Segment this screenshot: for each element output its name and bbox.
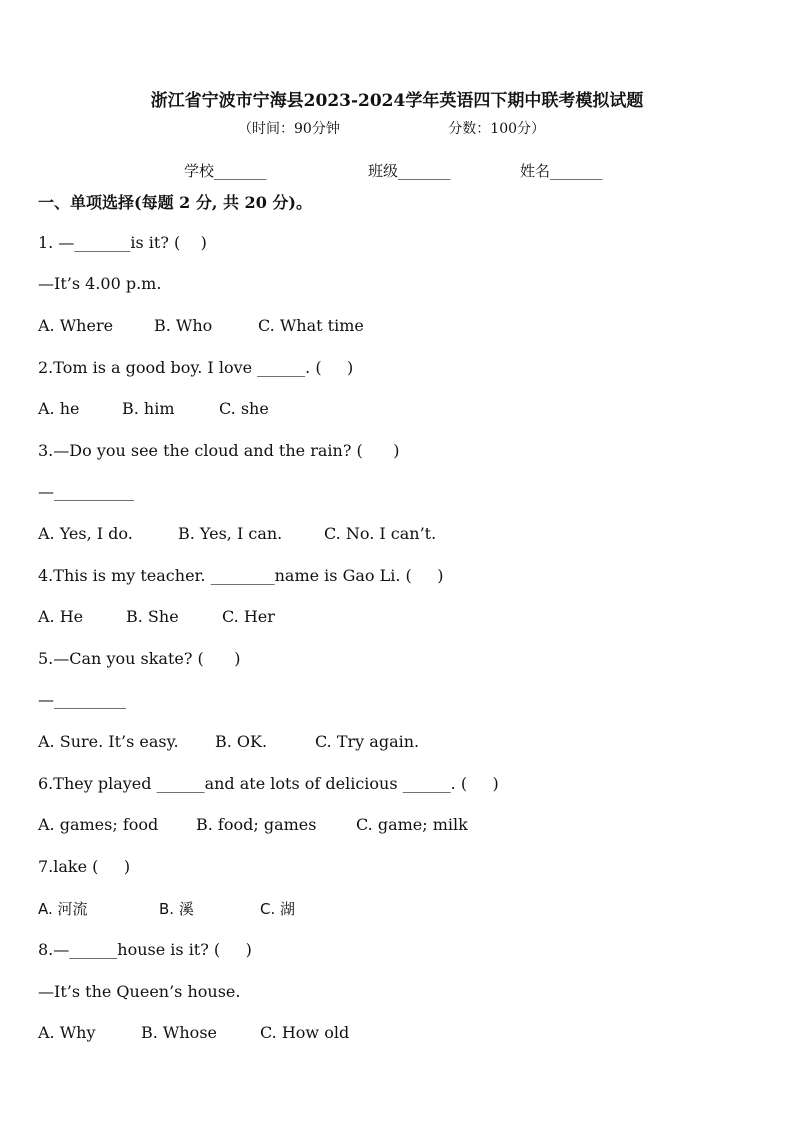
question-5-options — [38, 732, 419, 751]
class-field: 班级_______ — [368, 162, 451, 180]
option-a: A. games; food — [38, 815, 159, 834]
question-6-stem: 6.They played ______and ate lots of delicious ______. ( ) — [38, 774, 499, 793]
option-c: C. 湖 — [260, 900, 296, 918]
question-8-options — [38, 1023, 349, 1042]
question-8-answer-line: —It’s the Queen’s house. — [38, 982, 241, 1001]
option-c: C. How old — [260, 1023, 350, 1042]
school-field: 学校_______ — [184, 162, 267, 180]
question-1-stem: 1. —_______is it? ( ) — [38, 233, 207, 252]
option-c: C. What time — [258, 316, 364, 335]
option-a: A. he — [38, 399, 80, 418]
question-5-stem: 5.—Can you skate? ( ) — [38, 649, 241, 668]
question-1-options — [38, 316, 364, 335]
question-2-stem: 2.Tom is a good boy. I love ______. ( ) — [38, 358, 354, 377]
question-1-answer-line: —It’s 4.00 p.m. — [38, 274, 162, 293]
option-a: A. Why — [38, 1023, 96, 1042]
option-b: B. She — [126, 607, 179, 626]
name-field: 姓名_______ — [520, 162, 603, 180]
section-heading: 一、单项选择(每题 2 分, 共 20 分)。 — [38, 193, 312, 212]
question-3-stem: 3.—Do you see the cloud and the rain? ( ) — [38, 441, 400, 460]
option-c: C. she — [219, 399, 269, 418]
question-7-options — [38, 898, 295, 919]
option-a: A. Sure. It’s easy. — [38, 732, 179, 751]
option-c: C. game; milk — [356, 815, 468, 834]
question-4-options — [38, 607, 275, 626]
option-a: A. 河流 — [38, 900, 88, 918]
option-b: B. Yes, I can. — [178, 524, 283, 543]
option-b: B. food; games — [196, 815, 317, 834]
option-c: C. Her — [222, 607, 275, 626]
question-2-options — [38, 399, 269, 418]
option-a: A. He — [38, 607, 84, 626]
page-title: 浙江省宁波市宁海县2023-2024学年英语四下期中联考模拟试题 — [150, 91, 644, 111]
option-c: C. Try again. — [315, 732, 420, 751]
exam-time: （时间：90分钟 — [238, 121, 340, 137]
exam-meta — [238, 118, 545, 138]
option-a: A. Yes, I do. — [38, 524, 133, 543]
question-8-stem: 8.—______house is it? ( ) — [38, 940, 252, 959]
option-b: B. him — [122, 399, 175, 418]
option-b: B. 溪 — [159, 900, 194, 918]
option-b: B. Who — [154, 316, 213, 335]
question-3-options — [38, 524, 436, 543]
question-4-stem: 4.This is my teacher. ________name is Gao Li. ( ) — [38, 566, 444, 585]
option-c: C. No. I can’t. — [324, 524, 437, 543]
exam-score: 分数：100分） — [448, 121, 546, 137]
question-7-stem: 7.lake ( ) — [38, 857, 131, 876]
question-3-answer-line: —__________ — [38, 482, 134, 501]
question-6-options — [38, 815, 468, 834]
option-b: B. Whose — [141, 1023, 217, 1042]
question-5-answer-line: —_________ — [38, 690, 126, 709]
option-a: A. Where — [38, 316, 114, 335]
option-b: B. OK. — [215, 732, 268, 751]
